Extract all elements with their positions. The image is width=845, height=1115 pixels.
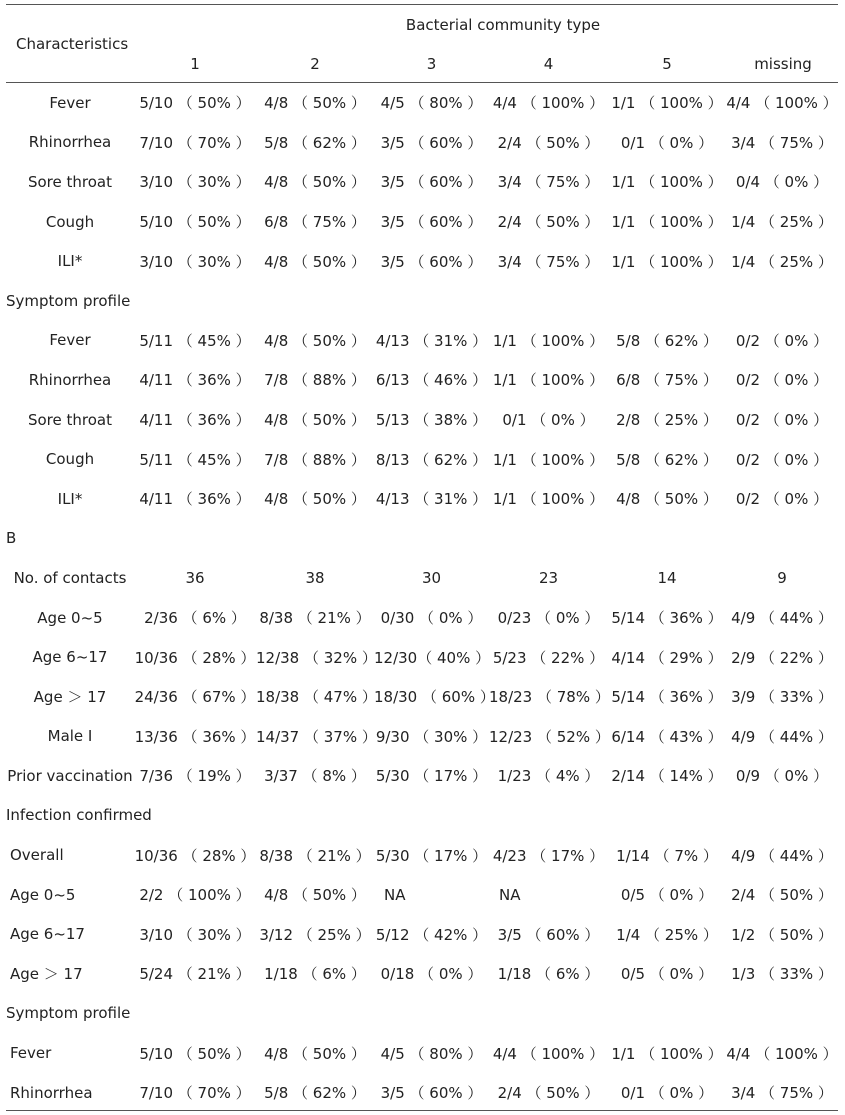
cell-col-1: 2/36 （ 6% ） <box>144 609 246 628</box>
section-row <box>6 519 838 559</box>
header-col-missing: missing <box>754 55 812 73</box>
cell-col-6: 4/4 （ 100% ） <box>726 1044 838 1063</box>
cell-col-5: 2/14 （ 14% ） <box>611 767 723 786</box>
header-col-4: 4 <box>543 55 554 73</box>
cell-col-2: 18/38 （ 47% ） <box>256 688 377 707</box>
cell-col-5: 1/1 （ 100% ） <box>611 94 723 113</box>
cell-col-3: 5/30 （ 17% ） <box>375 846 488 865</box>
table-row <box>6 756 838 796</box>
cell-col-4: 0/1 （ 0% ） <box>502 411 595 430</box>
cell-col-6: 2/9 （ 22% ） <box>731 648 833 667</box>
cell-col-5: 4/8 （ 50% ） <box>616 490 718 509</box>
cell-col-2: 8/38 （ 21% ） <box>259 609 371 628</box>
cell-col-5: 0/1 （ 0% ） <box>620 133 714 152</box>
cell-col-3: 3/5 （ 60% ） <box>380 1084 483 1103</box>
cell-col-4: 3/4 （ 75% ） <box>497 173 600 192</box>
cell-col-1: 2/2 （ 100% ） <box>139 886 251 905</box>
cell-col-3: 5/12 （ 42% ） <box>375 925 488 944</box>
table-row <box>6 83 838 123</box>
cell-col-6: 1/3 （ 33% ） <box>731 965 833 984</box>
cell-col-3: 3/5 （ 60% ） <box>380 252 483 271</box>
cell-col-5: 6/14 （ 43% ） <box>611 727 723 746</box>
cell-col-6: 4/4 （ 100% ） <box>726 94 838 113</box>
cell-col-3: 3/5 （ 60% ） <box>380 213 483 232</box>
cell-col-3: 18/30 （ 60% ） <box>374 688 495 707</box>
cell-col-3: 3/5 （ 60% ） <box>380 133 483 152</box>
table-row <box>6 677 838 717</box>
cell-col-2: 4/8 （ 50% ） <box>264 411 366 430</box>
cell-col-2: 4/8 （ 50% ） <box>264 331 366 350</box>
cell-col-2: 7/8 （ 88% ） <box>264 371 366 390</box>
row-label: Age 0~5 <box>37 608 103 627</box>
cell-col-2: 5/8 （ 62% ） <box>264 133 366 152</box>
table-row <box>6 598 838 638</box>
table-row <box>6 439 838 479</box>
row-label: ILI* <box>57 252 83 271</box>
cell-col-4: 18/23 （ 78% ） <box>489 688 610 707</box>
section-label: B <box>6 529 17 548</box>
cell-col-1: 5/11 （ 45% ） <box>139 331 251 350</box>
header-col-5: 5 <box>662 55 672 73</box>
table-row <box>6 914 838 954</box>
row-label: Prior vaccination <box>7 766 133 785</box>
cell-col-5: 2/8 （ 25% ） <box>616 411 718 430</box>
cell-col-2: 4/8 （ 50% ） <box>264 1044 366 1063</box>
cell-col-4: 2/4 （ 50% ） <box>497 213 600 232</box>
row-label: Overall <box>10 846 64 865</box>
cell-col-5: 5/14 （ 36% ） <box>611 609 723 628</box>
cell-col-4: 2/4 （ 50% ） <box>497 133 600 152</box>
cell-col-2: 3/37 （ 8% ） <box>264 767 366 786</box>
cell-col-1: 5/10 （ 50% ） <box>139 94 251 113</box>
section-label: Symptom profile <box>6 1004 131 1023</box>
table-row <box>6 123 838 163</box>
cell-col-1: 4/11 （ 36% ） <box>139 411 251 430</box>
cell-col-6: 2/4 （ 50% ） <box>731 886 833 905</box>
cell-col-3: 6/13 （ 46% ） <box>375 371 488 390</box>
cell-col-3: NA <box>384 885 406 904</box>
cell-col-3: 8/13 （ 62% ） <box>375 450 488 469</box>
cell-col-1: 4/11 （ 36% ） <box>139 490 251 509</box>
cell-col-2: 6/8 （ 75% ） <box>264 213 366 232</box>
header-col-3: 3 <box>426 55 437 73</box>
row-label: ILI* <box>57 489 83 508</box>
cell-col-4: 2/4 （ 50% ） <box>497 1084 600 1103</box>
cell-col-1: 10/36 （ 28% ） <box>134 648 256 667</box>
row-label: Fever <box>49 93 91 112</box>
cell-col-4: 5/23 （ 22% ） <box>492 648 605 667</box>
data-table <box>6 83 838 1112</box>
cell-col-1: 24/36 （ 67% ） <box>134 688 256 707</box>
cell-col-5: 6/8 （ 75% ） <box>616 371 718 390</box>
cell-col-1: 7/36 （ 19% ） <box>139 767 251 786</box>
cell-col-4: 1/1 （ 100% ） <box>492 331 605 350</box>
cell-col-2: 4/8 （ 50% ） <box>264 886 366 905</box>
table-row <box>6 202 838 242</box>
cell-col-1: 3/10 （ 30% ） <box>139 925 251 944</box>
cell-col-6: 0/2 （ 0% ） <box>735 411 829 430</box>
cell-col-1: 5/10 （ 50% ） <box>139 213 251 232</box>
cell-col-5: 1/1 （ 100% ） <box>611 213 723 232</box>
cell-col-2: 4/8 （ 50% ） <box>264 94 366 113</box>
cell-col-1: 5/11 （ 45% ） <box>139 450 251 469</box>
table-body <box>6 83 838 1112</box>
cell-col-4: 4/23 （ 17% ） <box>492 846 605 865</box>
row-label: Fever <box>49 331 91 350</box>
table-row <box>6 360 838 400</box>
section-label: Symptom profile <box>6 291 131 310</box>
header-characteristics: Characteristics <box>16 35 129 53</box>
header-col-1: 1 <box>190 55 200 73</box>
table-row <box>6 637 838 677</box>
section-row <box>6 281 838 321</box>
cell-col-5: 14 <box>657 568 677 587</box>
cell-col-2: 4/8 （ 50% ） <box>264 173 366 192</box>
cell-col-3: 0/30 （ 0% ） <box>380 609 483 628</box>
row-label: Age 6~17 <box>10 925 85 944</box>
cell-col-2: 5/8 （ 62% ） <box>264 1084 366 1103</box>
cell-col-3: 4/13 （ 31% ） <box>375 490 488 509</box>
bottom-rule <box>6 1110 838 1111</box>
section-label: Infection confirmed <box>6 806 152 825</box>
cell-col-5: 4/14 （ 29% ） <box>611 648 723 667</box>
row-label: Rhinorrhea <box>28 370 112 389</box>
cell-col-5: 5/8 （ 62% ） <box>616 331 718 350</box>
cell-col-3: 5/13 （ 38% ） <box>375 411 488 430</box>
cell-col-6: 0/2 （ 0% ） <box>735 490 829 509</box>
cell-col-2: 4/8 （ 50% ） <box>264 252 366 271</box>
cell-col-6: 3/4 （ 75% ） <box>731 1084 833 1103</box>
cell-col-2: 1/18 （ 6% ） <box>264 965 366 984</box>
cell-col-6: 0/2 （ 0% ） <box>735 331 829 350</box>
cell-col-1: 7/10 （ 70% ） <box>139 133 251 152</box>
cell-col-6: 0/9 （ 0% ） <box>735 767 829 786</box>
row-label: Rhinorrhea <box>10 1083 93 1102</box>
cell-col-2: 4/8 （ 50% ） <box>264 490 366 509</box>
cell-col-1: 36 <box>185 568 205 587</box>
cell-col-6: 1/2 （ 50% ） <box>731 925 833 944</box>
cell-col-3: 0/18 （ 0% ） <box>380 965 483 984</box>
cell-col-6: 1/4 （ 25% ） <box>731 213 833 232</box>
cell-col-2: 12/38 （ 32% ） <box>256 648 377 667</box>
row-label: Cough <box>45 212 95 231</box>
cell-col-5: 1/1 （ 100% ） <box>611 1044 723 1063</box>
cell-col-1: 5/24 （ 21% ） <box>139 965 251 984</box>
cell-col-2: 8/38 （ 21% ） <box>259 846 371 865</box>
row-label: Age ＞ 17 <box>10 965 83 984</box>
row-label: Sore throat <box>27 172 112 191</box>
row-label: Fever <box>10 1044 52 1063</box>
cell-col-4: 4/4 （ 100% ） <box>492 94 605 113</box>
cell-col-6: 0/4 （ 0% ） <box>735 173 829 192</box>
cell-col-3: 3/5 （ 60% ） <box>380 173 483 192</box>
cell-col-5: 0/5 （ 0% ） <box>620 965 714 984</box>
cell-col-1: 13/36 （ 36% ） <box>134 727 256 746</box>
cell-col-4: 12/23 （ 52% ） <box>489 727 610 746</box>
cell-col-1: 4/11 （ 36% ） <box>139 371 251 390</box>
cell-col-5: 0/1 （ 0% ） <box>620 1084 714 1103</box>
table-row <box>6 558 838 598</box>
cell-col-2: 14/37 （ 37% ） <box>256 727 377 746</box>
cell-col-2: 38 <box>305 568 325 587</box>
cell-col-4: 0/23 （ 0% ） <box>497 609 600 628</box>
cell-col-3: 30 <box>421 568 442 587</box>
cell-col-1: 10/36 （ 28% ） <box>134 846 256 865</box>
cell-col-6: 9 <box>777 568 787 587</box>
cell-col-6: 3/9 （ 33% ） <box>731 688 833 707</box>
row-label: Age ＞ 17 <box>33 688 107 707</box>
cell-col-6: 4/9 （ 44% ） <box>731 846 833 865</box>
cell-col-6: 4/9 （ 44% ） <box>731 609 833 628</box>
header-group-title: Bacterial community type <box>405 16 601 34</box>
cell-col-4: 3/5 （ 60% ） <box>497 925 600 944</box>
cell-col-4: 1/18 （ 6% ） <box>497 965 600 984</box>
cell-col-4: 3/4 （ 75% ） <box>497 252 600 271</box>
header-col-2: 2 <box>310 55 320 73</box>
table-row <box>6 1033 838 1073</box>
row-label: Age 6~17 <box>32 648 108 667</box>
section-row <box>6 796 838 836</box>
row-label: Sore throat <box>27 410 112 429</box>
cell-col-4: 1/1 （ 100% ） <box>492 450 605 469</box>
table-row <box>6 954 838 994</box>
cell-col-3: 9/30 （ 30% ） <box>375 727 488 746</box>
section-row <box>6 994 838 1034</box>
cell-col-4: 4/4 （ 100% ） <box>492 1044 605 1063</box>
table-row <box>6 835 838 875</box>
table-row <box>6 717 838 757</box>
row-label: Rhinorrhea <box>28 133 112 152</box>
table-row <box>6 875 838 915</box>
cell-col-5: 1/1 （ 100% ） <box>611 173 723 192</box>
cell-col-6: 1/4 （ 25% ） <box>731 252 833 271</box>
table-row <box>6 162 838 202</box>
cell-col-3: 5/30 （ 17% ） <box>375 767 488 786</box>
cell-col-6: 3/4 （ 75% ） <box>731 133 833 152</box>
cell-col-5: 5/14 （ 36% ） <box>611 688 723 707</box>
cell-col-3: 4/5 （ 80% ） <box>380 1044 483 1063</box>
table-row <box>6 321 838 361</box>
cell-col-6: 0/2 （ 0% ） <box>735 450 829 469</box>
cell-col-3: 4/13 （ 31% ） <box>375 331 488 350</box>
cell-col-4: 1/1 （ 100% ） <box>492 371 605 390</box>
table-row <box>6 241 838 281</box>
cell-col-6: 0/2 （ 0% ） <box>735 371 829 390</box>
table-row <box>6 400 838 440</box>
cell-col-4: 1/1 （ 100% ） <box>492 490 605 509</box>
top-rule <box>6 4 838 5</box>
cell-col-4: NA <box>499 885 521 904</box>
row-label: Male I <box>47 727 93 746</box>
cell-col-5: 1/1 （ 100% ） <box>611 252 723 271</box>
cell-col-1: 3/10 （ 30% ） <box>139 252 251 271</box>
cell-col-5: 1/14 （ 7% ） <box>616 846 718 865</box>
cell-col-4: 23 <box>538 568 559 587</box>
row-label: Age 0~5 <box>10 885 76 904</box>
cell-col-2: 7/8 （ 88% ） <box>264 450 366 469</box>
cell-col-2: 3/12 （ 25% ） <box>259 925 371 944</box>
cell-col-4: 1/23 （ 4% ） <box>497 767 600 786</box>
cell-col-6: 4/9 （ 44% ） <box>731 727 833 746</box>
cell-col-1: 3/10 （ 30% ） <box>139 173 251 192</box>
cell-col-5: 0/5 （ 0% ） <box>620 886 714 905</box>
cell-col-3: 4/5 （ 80% ） <box>380 94 483 113</box>
table-row <box>6 1073 838 1113</box>
row-label: Cough <box>45 450 95 469</box>
cell-col-5: 1/4 （ 25% ） <box>616 925 718 944</box>
cell-col-1: 5/10 （ 50% ） <box>139 1044 251 1063</box>
table-row <box>6 479 838 519</box>
cell-col-3: 12/30（ 40% ） <box>374 648 491 667</box>
row-label: No. of contacts <box>13 568 127 587</box>
cell-col-5: 5/8 （ 62% ） <box>616 450 718 469</box>
cell-col-1: 7/10 （ 70% ） <box>139 1084 251 1103</box>
